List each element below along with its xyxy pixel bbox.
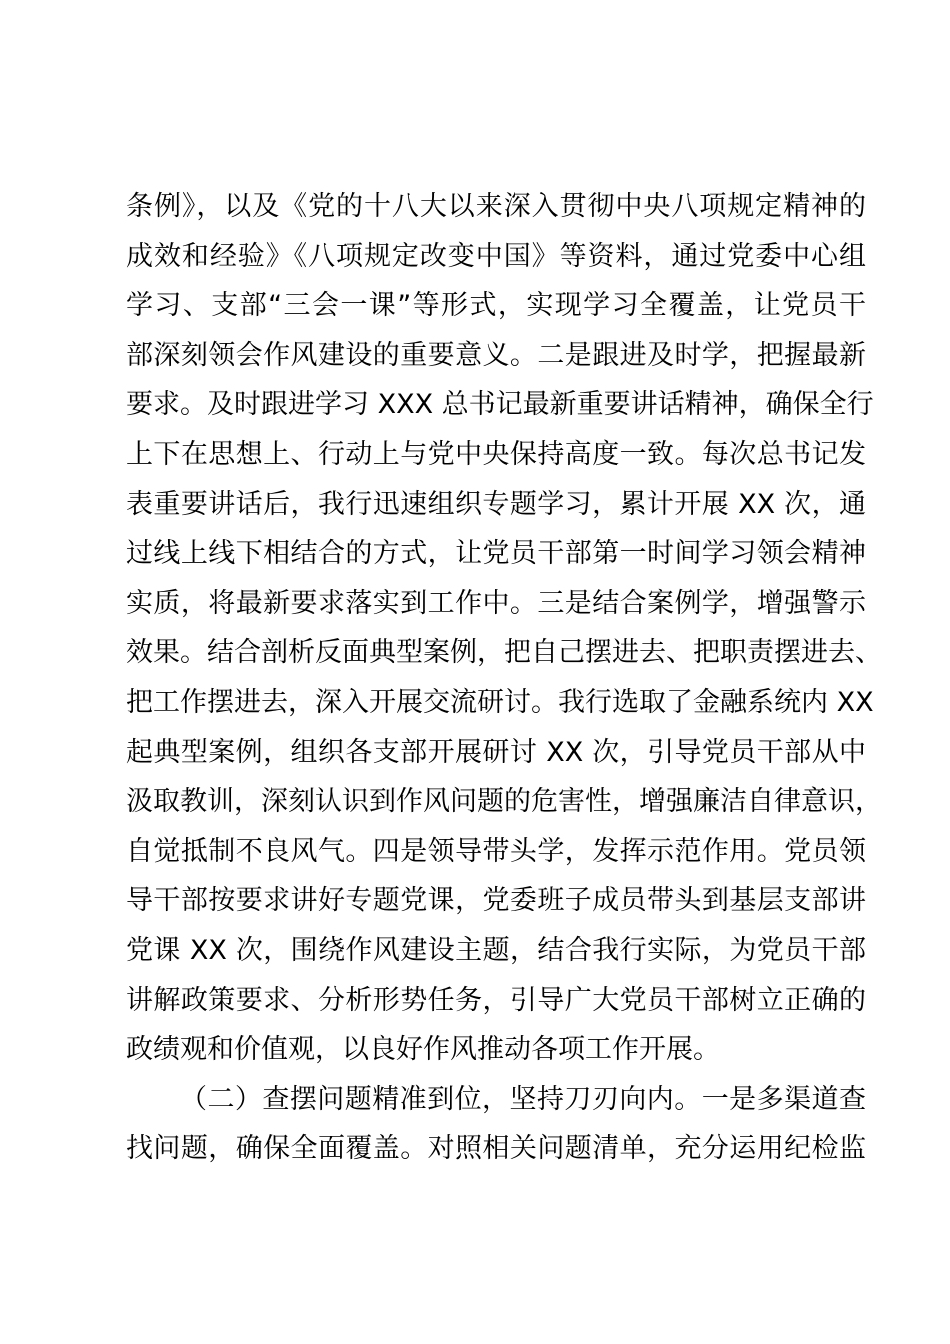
text-line: 表重要讲话后，我行迅速组织专题学习，累计开展 XX 次，通 <box>126 488 866 520</box>
text-line: 找问题，确保全面覆盖。对照相关问题清单，充分运用纪检监 <box>126 1133 866 1165</box>
text-line: 讲解政策要求、分析形势任务，引导广大党员干部树立正确的 <box>126 984 866 1016</box>
text-line: 成效和经验》《八项规定改变中国》等资料，通过党委中心组 <box>126 240 866 272</box>
text-line: 效果。结合剖析反面典型案例，把自己摆进去、把职责摆进去、 <box>126 637 882 669</box>
text-line: 导干部按要求讲好专题党课，党委班子成员带头到基层支部讲 <box>126 885 866 917</box>
text-line: 起典型案例，组织各支部开展研讨 XX 次，引导党员干部从中 <box>126 736 866 768</box>
section-heading-line: （二）查摆问题精准到位，坚持刀刃向内。一是多渠道查 <box>180 1083 866 1115</box>
document-body <box>126 182 882 1174</box>
text-line: 部深刻领会作风建设的重要意义。二是跟进及时学，把握最新 <box>126 339 866 371</box>
text-line: 要求。及时跟进学习 XXX 总书记最新重要讲话精神，确保全行 <box>126 389 874 421</box>
text-line: 把工作摆进去，深入开展交流研讨。我行选取了金融系统内 XX <box>126 686 874 718</box>
text-line: 自觉抵制不良风气。四是领导带头学，发挥示范作用。党员领 <box>126 835 866 867</box>
text-line: 条例》，以及《党的十八大以来深入贯彻中央八项规定精神的 <box>126 191 866 222</box>
text-line: 学习、支部“三会一课”等形式，实现学习全覆盖，让党员干 <box>126 290 866 322</box>
paragraph-end-line: 政绩观和价值观，以良好作风推动各项工作开展。 <box>126 1034 720 1066</box>
text-line: 汲取教训，深刻认识到作风问题的危害性，增强廉洁自律意识， <box>126 786 882 818</box>
text-line: 党课 XX 次，围绕作风建设主题，结合我行实际，为党员干部 <box>126 934 866 966</box>
text-line: 过线上线下相结合的方式，让党员干部第一时间学习领会精神 <box>126 538 866 570</box>
text-line: 实质，将最新要求落实到工作中。三是结合案例学，增强警示 <box>126 587 866 619</box>
text-line: 上下在思想上、行动上与党中央保持高度一致。每次总书记发 <box>126 438 866 470</box>
